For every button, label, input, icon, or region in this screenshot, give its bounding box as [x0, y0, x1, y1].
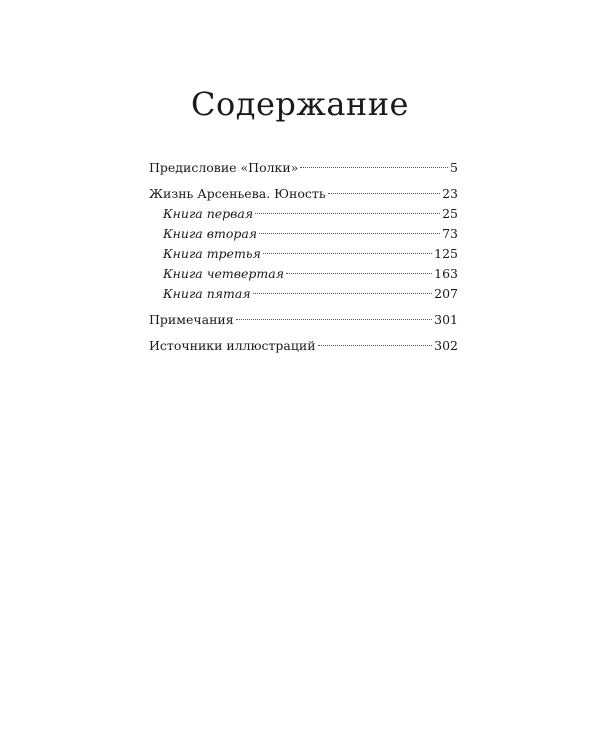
toc-leader-dots — [259, 233, 440, 234]
toc-entry-page: 73 — [442, 226, 458, 241]
toc-entry-page: 207 — [434, 286, 458, 301]
toc-entry-book-3[interactable] — [149, 244, 458, 264]
toc-leader-dots — [300, 167, 448, 168]
toc-entry-page: 25 — [442, 206, 458, 221]
toc-entry-book-4[interactable] — [149, 264, 458, 284]
toc-entry-illustration-sources[interactable] — [149, 336, 458, 356]
toc-entry-label: Книга третья — [163, 246, 261, 261]
toc-leader-dots — [328, 193, 440, 194]
page-title: Содержание — [191, 85, 409, 123]
toc-entry-label: Книга пятая — [163, 286, 251, 301]
toc-entry-page: 125 — [434, 246, 458, 261]
toc-entry-label: Книга первая — [163, 206, 254, 221]
table-of-contents — [149, 158, 458, 356]
toc-entry-page: 301 — [434, 312, 458, 327]
toc-leader-dots — [253, 293, 433, 294]
toc-entry-notes[interactable] — [149, 310, 458, 330]
toc-entry-label: Жизнь Арсеньева. Юность — [149, 186, 326, 201]
toc-entry-book-2[interactable] — [149, 224, 458, 244]
toc-entry-label: Книга вторая — [163, 226, 258, 241]
toc-entry-label: Предисловие «Полки» — [149, 160, 299, 175]
toc-leader-dots — [255, 213, 440, 214]
toc-entry-label: Источники иллюстраций — [149, 338, 316, 353]
toc-leader-dots — [286, 273, 432, 274]
toc-leader-dots — [236, 319, 433, 320]
toc-entry-main-work[interactable] — [149, 184, 458, 204]
toc-entry-page: 163 — [434, 266, 458, 281]
toc-entry-label: Книга четвертая — [163, 266, 284, 281]
toc-leader-dots — [263, 253, 432, 254]
toc-entry-label: Примечания — [149, 312, 234, 327]
toc-entry-page: 302 — [434, 338, 458, 353]
toc-entry-page: 5 — [450, 160, 458, 175]
toc-leader-dots — [318, 345, 433, 346]
toc-entry-book-1[interactable] — [149, 204, 458, 224]
toc-entry-page: 23 — [442, 186, 458, 201]
toc-entry-book-5[interactable] — [149, 284, 458, 304]
toc-entry-preface[interactable] — [149, 158, 458, 178]
